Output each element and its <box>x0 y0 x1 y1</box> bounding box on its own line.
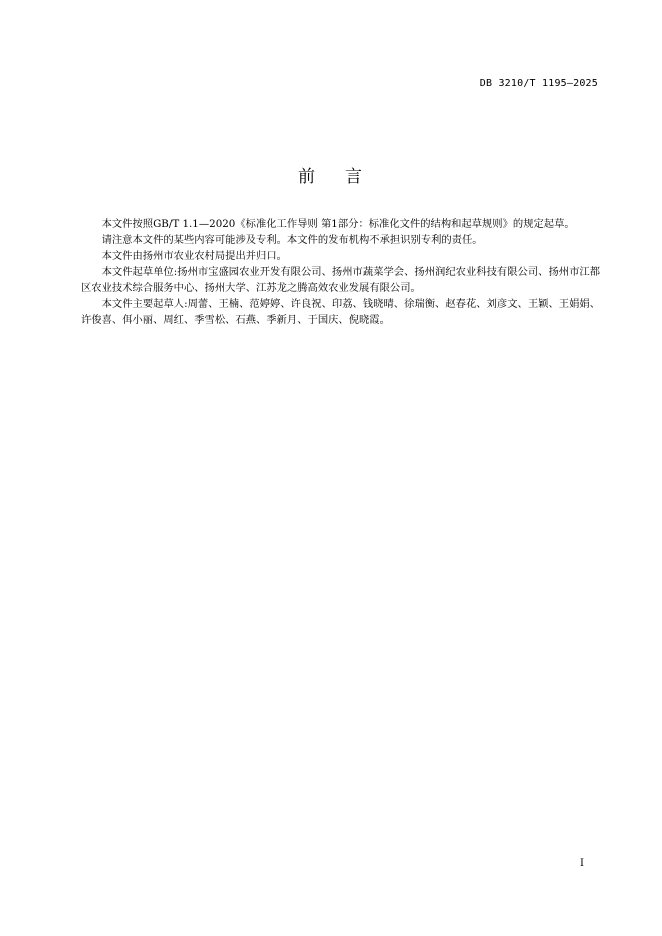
paragraph-drafters: 本文件主要起草人:周蕾、王楠、范婷婷、许良祝、印荔、钱晓晴、徐瑞衡、赵春花、刘彦文、王颖、王娟娟、许俊喜、佴小丽、周红、季雪松、石燕、季新月、于国庆、倪晓霞。 <box>81 298 600 326</box>
paragraph-drafting-basis: 本文件按照GB/T 1.1—2020《标准化工作导则 第1部分：标准化文件的结构和起草规则》的规定起草。 <box>101 218 575 230</box>
paragraph-drafting-units: 本文件起草单位:扬州市宝盛园农业开发有限公司、扬州市蔬菜学会、扬州润纪农业科技有限公司、扬州市江都区农业技术综合服务中心、扬州大学、江苏龙之腾高效农业发展有限公司。 <box>81 266 600 294</box>
page-title-part-2: 言 <box>345 167 364 187</box>
page-number: I <box>580 858 584 869</box>
document-code: DB 3210/T 1195—2025 <box>479 78 598 89</box>
foreword-body <box>81 216 600 328</box>
page-title <box>0 162 662 187</box>
paragraph-patent-notice: 请注意本文件的某些内容可能涉及专利。本文件的发布机构不承担识别专利的责任。 <box>101 234 483 246</box>
paragraph-proposer: 本文件由扬州市农业农村局提出并归口。 <box>101 250 287 262</box>
page-title-part-1: 前 <box>298 167 317 187</box>
